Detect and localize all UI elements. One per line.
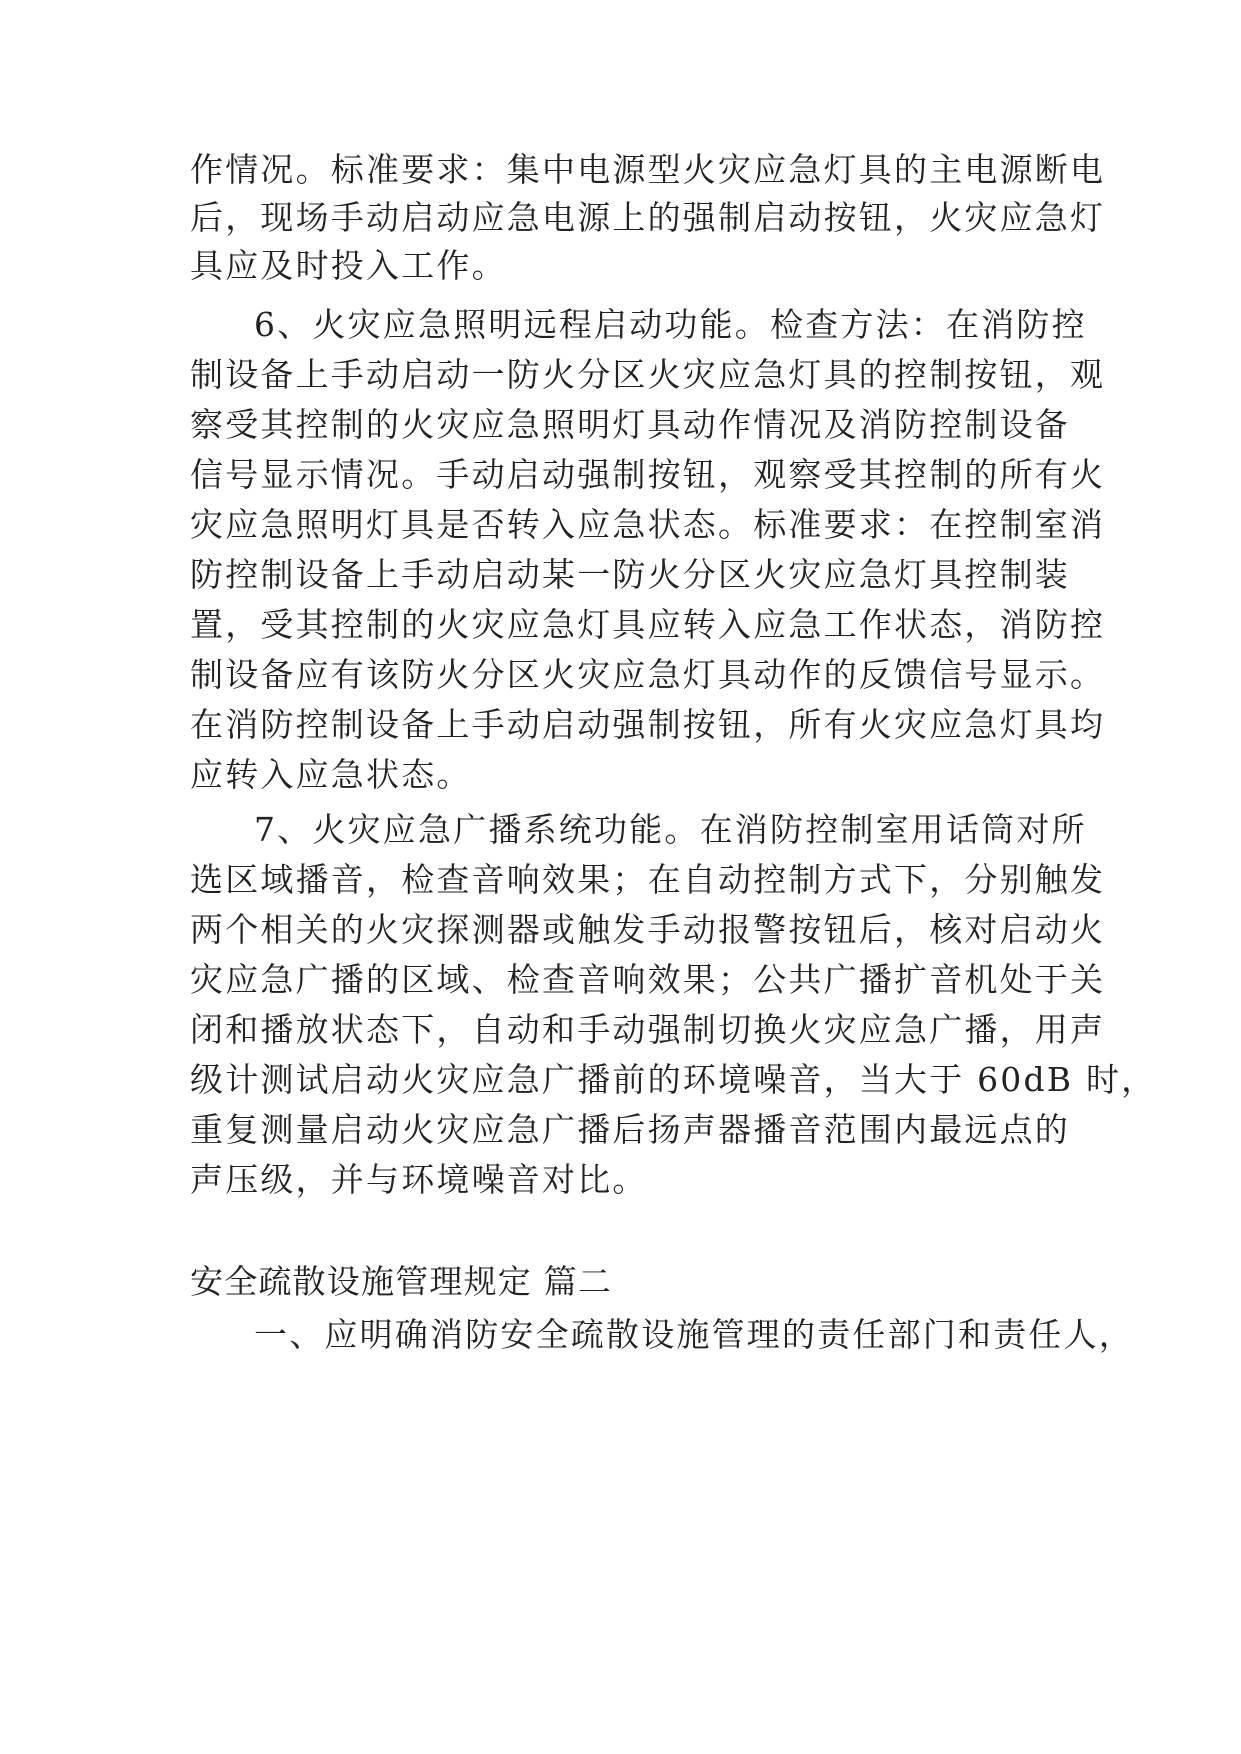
section-heading: 安全疏散设施管理规定 篇二: [190, 1262, 613, 1301]
text-line: 灾应急广播的区域、检查音响效果；公共广播扩音机处于关: [190, 960, 1106, 999]
text-line: 信号显示情况。手动启动强制按钮，观察受其控制的所有火: [190, 455, 1106, 494]
text-line: 级计测试启动火灾应急广播前的环境噪音，当大于 60dB 时，: [190, 1060, 1157, 1099]
text-line: 制设备上手动启动一防火分区火灾应急灯具的控制按钮，观: [190, 355, 1106, 394]
text-line: 选区域播音，检查音响效果；在自动控制方式下，分别触发: [190, 860, 1106, 899]
text-line: 制设备应有该防火分区火灾应急灯具动作的反馈信号显示。: [190, 655, 1106, 694]
text-line: 灾应急照明灯具是否转入应急状态。标准要求：在控制室消: [190, 505, 1106, 544]
text-line: 声压级，并与环境噪音对比。: [190, 1160, 648, 1199]
text-line: 应转入应急状态。: [190, 755, 472, 794]
text-line: 置，受其控制的火灾应急灯具应转入应急工作状态，消防控: [190, 605, 1106, 644]
part-1-first-line: 一、应明确消防安全疏散设施管理的责任部门和责任人，: [254, 1315, 1134, 1354]
paragraph-6-first-line: 6、火灾应急照明远程启动功能。检查方法：在消防控: [254, 305, 1087, 344]
paragraph-7-first-line: 7、火灾应急广播系统功能。在消防控制室用话筒对所: [254, 810, 1087, 849]
text-line: 防控制设备上手动启动某一防火分区火灾应急灯具控制装: [190, 555, 1070, 594]
text-line: 在消防控制设备上手动启动强制按钮，所有火灾应急灯具均: [190, 705, 1106, 744]
text-line: 重复测量启动火灾应急广播后扬声器播音范围内最远点的: [190, 1110, 1070, 1149]
text-line: 作情况。标准要求：集中电源型火灾应急灯具的主电源断电: [190, 150, 1106, 189]
text-line: 两个相关的火灾探测器或触发手动报警按钮后，核对启动火: [190, 910, 1106, 949]
text-line: 闭和播放状态下，自动和手动强制切换火灾应急广播，用声: [190, 1010, 1106, 1049]
text-line: 察受其控制的火灾应急照明灯具动作情况及消防控制设备: [190, 405, 1070, 444]
text-line: 后，现场手动启动应急电源上的强制启动按钮，火灾应急灯: [190, 198, 1106, 237]
text-line: 具应及时投入工作。: [190, 246, 507, 285]
